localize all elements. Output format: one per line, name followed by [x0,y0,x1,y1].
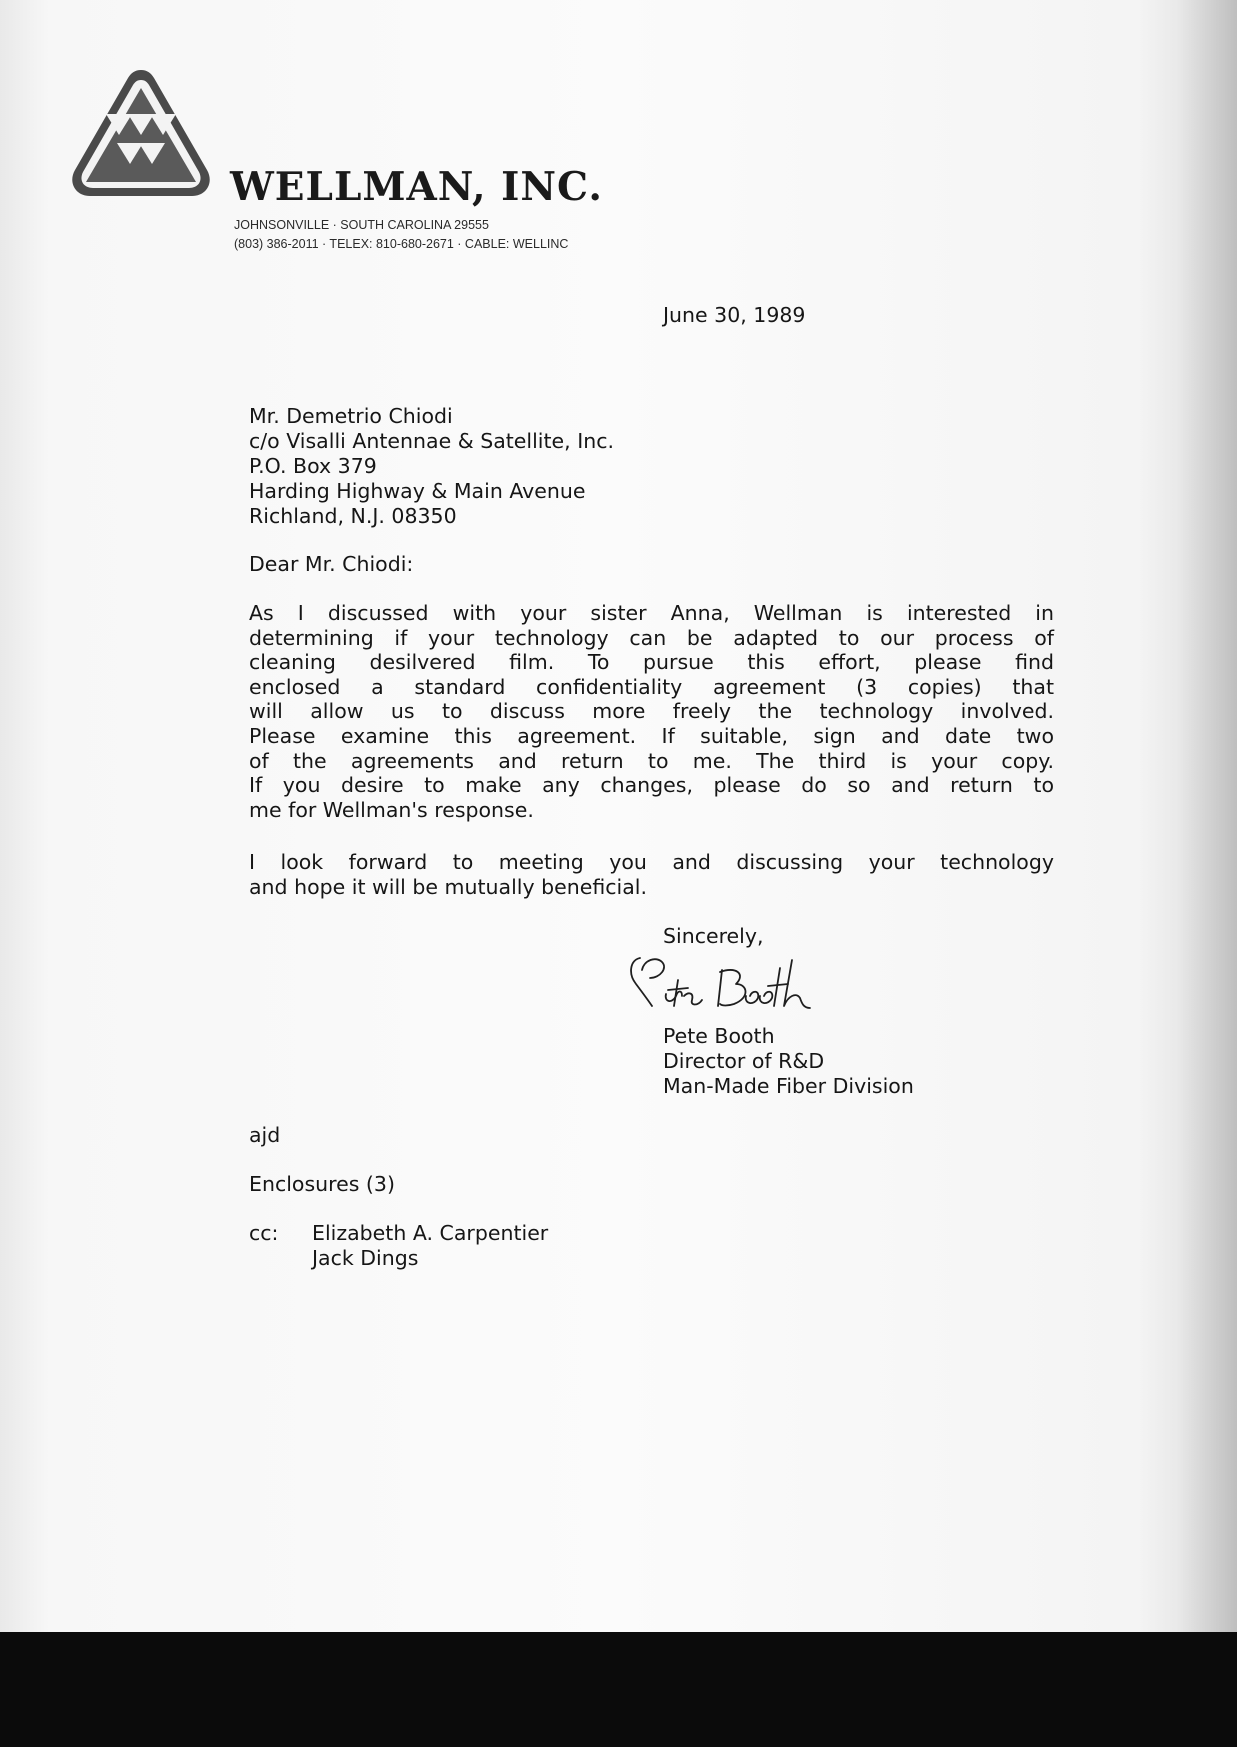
company-address [234,216,568,254]
body-line: As I discussed with your sister Anna, Wellman is interested in [249,601,1054,625]
recipient-street: Harding Highway & Main Avenue [249,479,586,503]
recipient-company: c/o Visalli Antennae & Satellite, Inc. [249,429,615,453]
body-line: determining if your technology can be adapted to our process of [249,625,1054,650]
company-address-line: JOHNSONVILLE · SOUTH CAROLINA 29555 [234,218,489,232]
recipient-address [249,404,614,529]
salutation: Dear Mr. Chiodi: [249,552,414,576]
letter-date: June 30, 1989 [663,303,806,327]
body-line: of the agreements and return to me. The third is your copy. [249,748,1054,773]
body-line: cleaning desilvered film. To pursue this effort, please find [249,650,1054,675]
closing: Sincerely, [663,924,764,948]
body-line: will allow us to discuss more freely the technology involved. [249,699,1054,724]
triangle-logo-icon [68,66,214,202]
signer-title: Director of R&D [663,1049,825,1073]
scan-shadow [1177,0,1237,1632]
signer-name: Pete Booth [663,1024,775,1048]
body-line: me for Wellman's response. [249,797,534,822]
body-line: enclosed a standard confidentiality agreement (3 copies) that [249,674,1054,699]
typist-initials: ajd [249,1123,281,1147]
body-line: I look forward to meeting you and discussing your technology [249,850,1054,874]
body-paragraph-2 [249,850,1054,899]
body-line: If you desire to make any changes, please do so and return to [249,773,1054,798]
cc-recipients [312,1221,548,1271]
body-line: and hope it will be mutually beneficial. [249,874,647,899]
signer-block [663,1024,914,1099]
enclosures-note: Enclosures (3) [249,1172,395,1196]
body-line: Please examine this agreement. If suitable, sign and date two [249,723,1054,748]
company-contact-line: (803) 386-2011 · TELEX: 810-680-2671 · CABLE: WELLINC [234,237,569,251]
recipient-name: Mr. Demetrio Chiodi [249,404,453,428]
signature-icon [628,950,828,1018]
signer-division: Man-Made Fiber Division [663,1074,914,1098]
body-paragraph-1 [249,601,1054,822]
cc-recipient: Elizabeth A. Carpentier [312,1221,549,1245]
cc-label: cc: [249,1221,279,1245]
company-name: WELLMAN, INC. [230,164,603,210]
cc-recipient: Jack Dings [312,1246,419,1270]
recipient-po-box: P.O. Box 379 [249,454,377,478]
recipient-city: Richland, N.J. 08350 [249,504,457,528]
